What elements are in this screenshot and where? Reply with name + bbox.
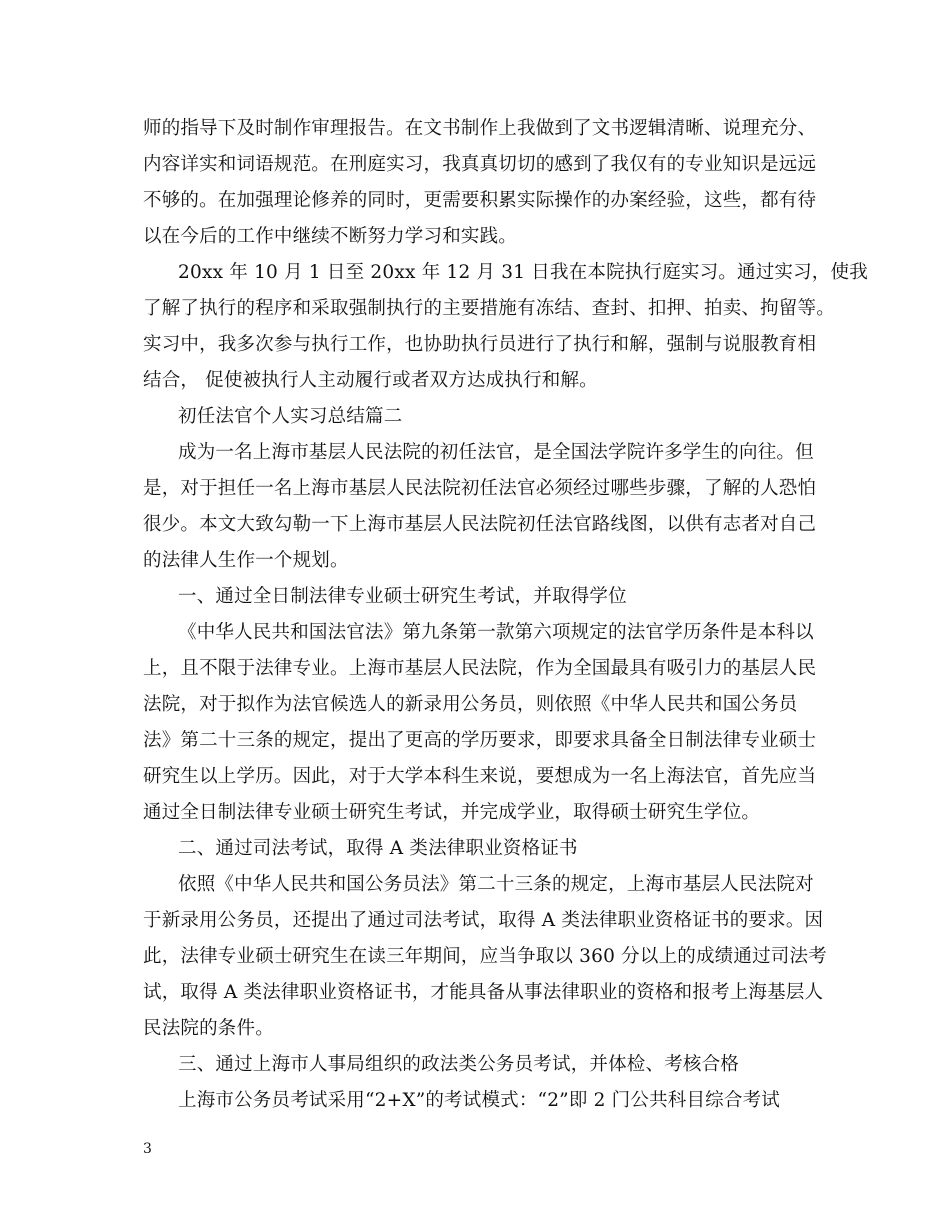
text-line: 试，取得 A 类法律职业资格证书，才能具备从事法律职业的资格和报考上海基层人	[143, 982, 824, 1003]
text-line: 实习中，我多次参与执行工作，也协助执行员进行了执行和解，强制与说服教育相	[143, 334, 817, 355]
text-line: 是，对于担任一名上海市基层人民法院初任法官必须经过哪些步骤，了解的人恐怕	[143, 478, 817, 499]
text-line: 的法律人生作一个规划。	[143, 550, 349, 571]
text-line: 研究生以上学历。因此，对于大学本科生来说，要想成为一名上海法官，首先应当	[143, 766, 817, 787]
text-line: 通过全日制法律专业硕士研究生考试，并完成学业，取得硕士研究生学位。	[143, 802, 761, 823]
section-heading: 初任法官个人实习总结篇二	[178, 406, 403, 427]
text-line: 内容详实和词语规范。在刑庭实习，我真真切切的感到了我仅有的专业知识是远远	[143, 154, 817, 175]
text-line: 于新录用公务员，还提出了通过司法考试，取得 A 类法律职业资格证书的要求。因	[143, 910, 824, 931]
text-line: 法院，对于拟作为法官候选人的新录用公务员，则依照《中华人民共和国公务员	[143, 694, 798, 715]
subsection-heading: 一、通过全日制法律专业硕士研究生考试，并取得学位	[178, 586, 627, 607]
text-line: 很少。本文大致勾勒一下上海市基层人民法院初任法官路线图，以供有志者对自己	[143, 514, 817, 535]
subsection-heading: 三、通过上海市人事局组织的政法类公务员考试，并体检、考核合格	[178, 1054, 740, 1075]
text-line: 《中华人民共和国法官法》第九条第一款第六项规定的法官学历条件是本科以	[178, 622, 814, 643]
text-line: 成为一名上海市基层人民法院的初任法官，是全国法学院许多学生的向往。但	[178, 442, 814, 463]
text-line: 了解了执行的程序和采取强制执行的主要措施有冻结、查封、扣押、拍卖、拘留等。	[143, 298, 835, 319]
text-line: 以在今后的工作中继续不断努力学习和实践。	[143, 226, 518, 247]
text-line: 师的指导下及时制作审理报告。在文书制作上我做到了文书逻辑清晰、说理充分、	[143, 118, 817, 139]
text-line: 此，法律专业硕士研究生在读三年期间，应当争取以 360 分以上的成绩通过司法考	[143, 946, 827, 967]
text-line: 不够的。在加强理论修养的同时，更需要积累实际操作的办案经验，这些，都有待	[143, 190, 817, 211]
text-line: 依照《中华人民共和国公务员法》第二十三条的规定，上海市基层人民法院对	[178, 874, 814, 895]
text-line: 法》第二十三条的规定，提出了更高的学历要求，即要求具备全日制法律专业硕士	[143, 730, 817, 751]
subsection-heading: 二、通过司法考试，取得 A 类法律职业资格证书	[178, 838, 578, 859]
text-line: 结合， 促使被执行人主动履行或者双方达成执行和解。	[143, 370, 598, 391]
page-number: 3	[143, 1141, 152, 1157]
text-line: 上海市公务员考试采用“2+X”的考试模式：“2”即 2 门公共科目综合考试	[178, 1090, 780, 1111]
text-line: 20xx 年 10 月 1 日至 20xx 年 12 月 31 日我在本院执行庭实习。通过实习，使我	[178, 262, 868, 283]
text-line: 上，且不限于法律专业。上海市基层人民法院，作为全国最具有吸引力的基层人民	[143, 658, 817, 679]
text-line: 民法院的条件。	[143, 1018, 274, 1039]
